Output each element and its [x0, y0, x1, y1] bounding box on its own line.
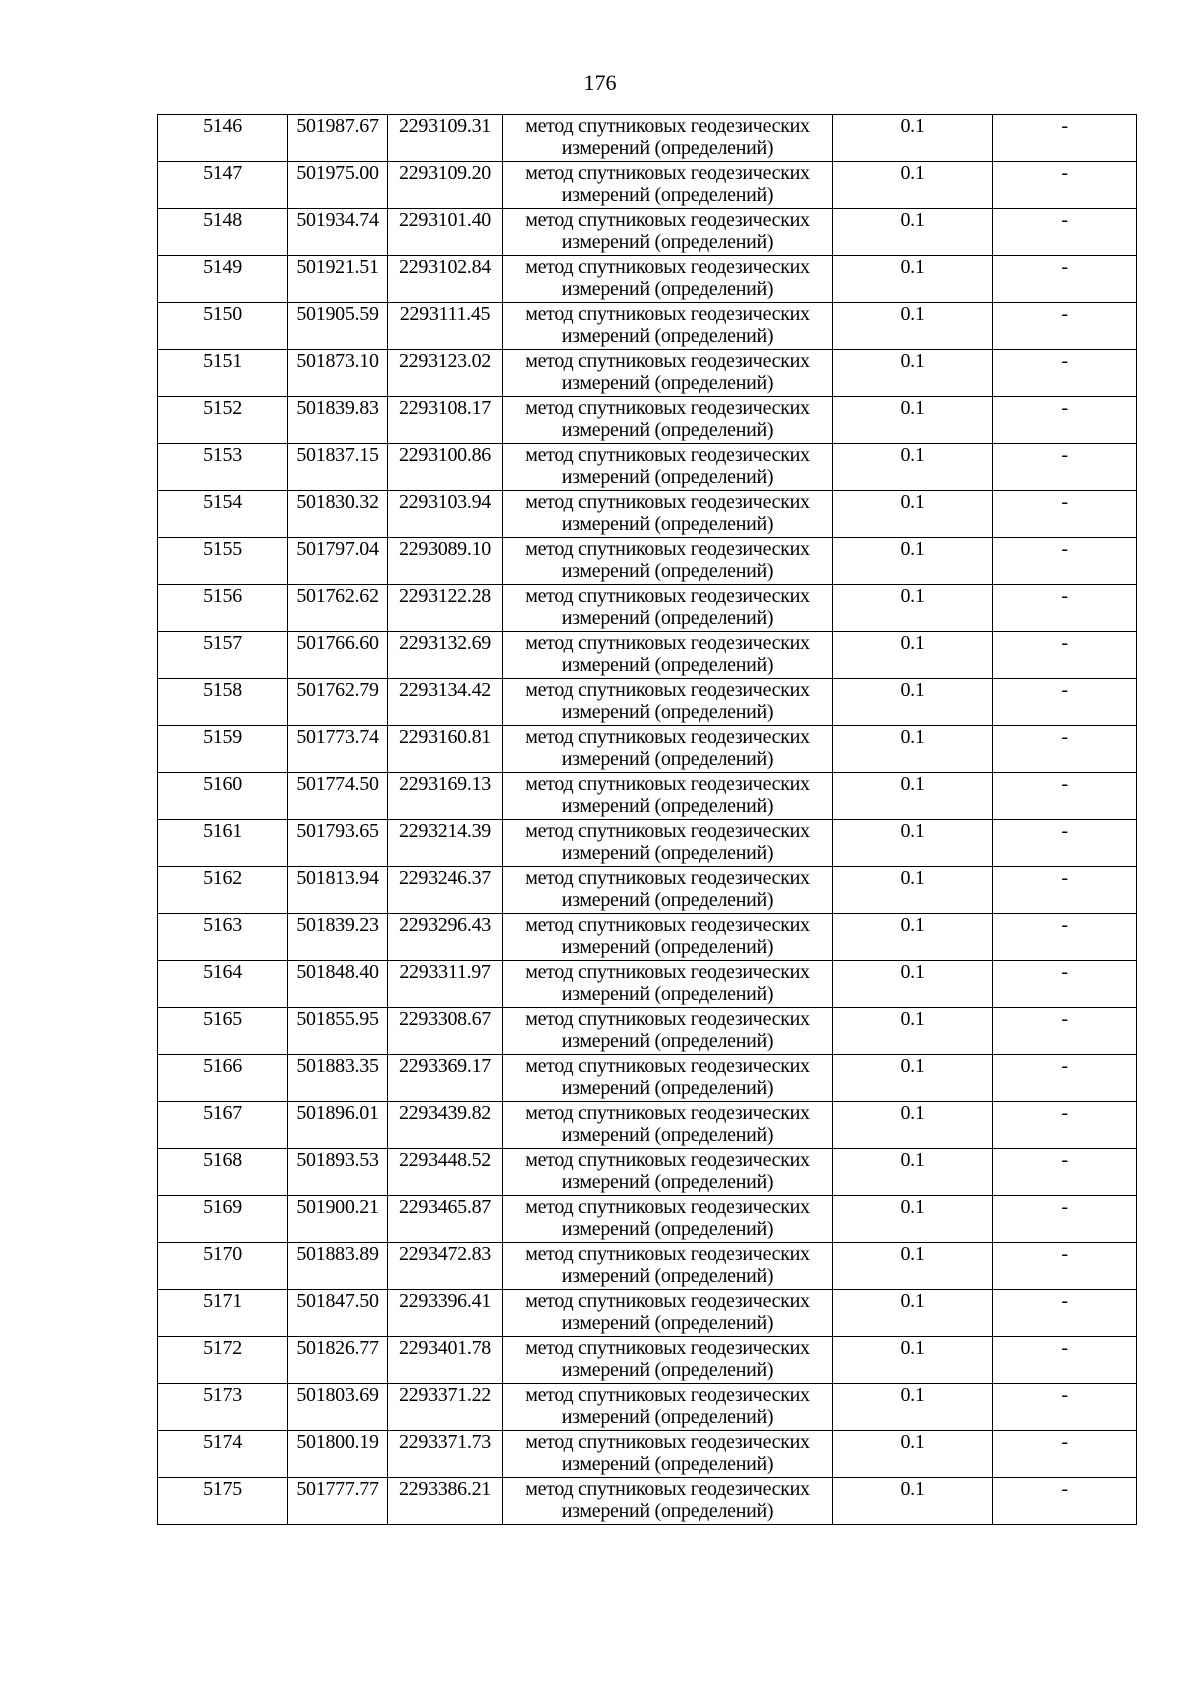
y-coordinate-cell: 2293109.31: [388, 115, 503, 162]
note-cell: -: [993, 1290, 1137, 1337]
note-cell: -: [993, 1149, 1137, 1196]
x-coordinate-cell: 501774.50: [288, 773, 388, 820]
point-number-cell: 5166: [158, 1055, 288, 1102]
method-cell: метод спутниковых геодезических измерений (определений): [503, 1008, 833, 1055]
y-coordinate-cell: 2293132.69: [388, 632, 503, 679]
accuracy-cell: 0.1: [833, 256, 993, 303]
y-coordinate-cell: 2293308.67: [388, 1008, 503, 1055]
method-cell: метод спутниковых геодезических измерений (определений): [503, 1243, 833, 1290]
y-coordinate-cell: 2293108.17: [388, 397, 503, 444]
y-coordinate-cell: 2293369.17: [388, 1055, 503, 1102]
accuracy-cell: 0.1: [833, 679, 993, 726]
accuracy-cell: 0.1: [833, 914, 993, 961]
table-row: [158, 350, 1137, 397]
point-number-cell: 5168: [158, 1149, 288, 1196]
accuracy-cell: 0.1: [833, 585, 993, 632]
method-cell: метод спутниковых геодезических измерений (определений): [503, 444, 833, 491]
table-row: [158, 1055, 1137, 1102]
method-cell: метод спутниковых геодезических измерений (определений): [503, 585, 833, 632]
point-number-cell: 5149: [158, 256, 288, 303]
table-row: [158, 914, 1137, 961]
accuracy-cell: 0.1: [833, 867, 993, 914]
method-cell: метод спутниковых геодезических измерений (определений): [503, 1196, 833, 1243]
table-row: [158, 820, 1137, 867]
y-coordinate-cell: 2293102.84: [388, 256, 503, 303]
table-row: [158, 726, 1137, 773]
y-coordinate-cell: 2293401.78: [388, 1337, 503, 1384]
y-coordinate-cell: 2293101.40: [388, 209, 503, 256]
y-coordinate-cell: 2293109.20: [388, 162, 503, 209]
note-cell: -: [993, 914, 1137, 961]
point-number-cell: 5159: [158, 726, 288, 773]
method-cell: метод спутниковых геодезических измерений (определений): [503, 867, 833, 914]
accuracy-cell: 0.1: [833, 1149, 993, 1196]
accuracy-cell: 0.1: [833, 1055, 993, 1102]
point-number-cell: 5163: [158, 914, 288, 961]
table-row: [158, 1102, 1137, 1149]
point-number-cell: 5160: [158, 773, 288, 820]
table-row: [158, 162, 1137, 209]
y-coordinate-cell: 2293134.42: [388, 679, 503, 726]
x-coordinate-cell: 501800.19: [288, 1431, 388, 1478]
y-coordinate-cell: 2293386.21: [388, 1478, 503, 1525]
y-coordinate-cell: 2293122.28: [388, 585, 503, 632]
y-coordinate-cell: 2293371.73: [388, 1431, 503, 1478]
table-row: [158, 256, 1137, 303]
method-cell: метод спутниковых геодезических измерений (определений): [503, 397, 833, 444]
note-cell: -: [993, 1384, 1137, 1431]
table-row: [158, 773, 1137, 820]
accuracy-cell: 0.1: [833, 209, 993, 256]
x-coordinate-cell: 501921.51: [288, 256, 388, 303]
x-coordinate-cell: 501855.95: [288, 1008, 388, 1055]
y-coordinate-cell: 2293296.43: [388, 914, 503, 961]
method-cell: метод спутниковых геодезических измерений (определений): [503, 1431, 833, 1478]
point-number-cell: 5164: [158, 961, 288, 1008]
y-coordinate-cell: 2293160.81: [388, 726, 503, 773]
y-coordinate-cell: 2293472.83: [388, 1243, 503, 1290]
note-cell: -: [993, 115, 1137, 162]
x-coordinate-cell: 501793.65: [288, 820, 388, 867]
y-coordinate-cell: 2293123.02: [388, 350, 503, 397]
x-coordinate-cell: 501934.74: [288, 209, 388, 256]
method-cell: метод спутниковых геодезических измерений (определений): [503, 1055, 833, 1102]
accuracy-cell: 0.1: [833, 961, 993, 1008]
table-row: [158, 397, 1137, 444]
accuracy-cell: 0.1: [833, 162, 993, 209]
accuracy-cell: 0.1: [833, 491, 993, 538]
table-row: [158, 867, 1137, 914]
note-cell: -: [993, 1243, 1137, 1290]
method-cell: метод спутниковых геодезических измерений (определений): [503, 679, 833, 726]
x-coordinate-cell: 501762.62: [288, 585, 388, 632]
coordinates-table: [157, 114, 1137, 1525]
method-cell: метод спутниковых геодезических измерений (определений): [503, 726, 833, 773]
x-coordinate-cell: 501896.01: [288, 1102, 388, 1149]
method-cell: метод спутниковых геодезических измерений (определений): [503, 303, 833, 350]
x-coordinate-cell: 501839.23: [288, 914, 388, 961]
y-coordinate-cell: 2293169.13: [388, 773, 503, 820]
accuracy-cell: 0.1: [833, 632, 993, 679]
point-number-cell: 5152: [158, 397, 288, 444]
x-coordinate-cell: 501766.60: [288, 632, 388, 679]
note-cell: -: [993, 303, 1137, 350]
table-row: [158, 1290, 1137, 1337]
note-cell: -: [993, 961, 1137, 1008]
accuracy-cell: 0.1: [833, 1431, 993, 1478]
y-coordinate-cell: 2293371.22: [388, 1384, 503, 1431]
table-row: [158, 1196, 1137, 1243]
note-cell: -: [993, 820, 1137, 867]
x-coordinate-cell: 501987.67: [288, 115, 388, 162]
accuracy-cell: 0.1: [833, 1478, 993, 1525]
x-coordinate-cell: 501830.32: [288, 491, 388, 538]
point-number-cell: 5161: [158, 820, 288, 867]
accuracy-cell: 0.1: [833, 1196, 993, 1243]
note-cell: -: [993, 726, 1137, 773]
note-cell: -: [993, 1431, 1137, 1478]
point-number-cell: 5146: [158, 115, 288, 162]
y-coordinate-cell: 2293439.82: [388, 1102, 503, 1149]
method-cell: метод спутниковых геодезических измерений (определений): [503, 209, 833, 256]
x-coordinate-cell: 501777.77: [288, 1478, 388, 1525]
x-coordinate-cell: 501900.21: [288, 1196, 388, 1243]
x-coordinate-cell: 501773.74: [288, 726, 388, 773]
method-cell: метод спутниковых геодезических измерений (определений): [503, 1290, 833, 1337]
method-cell: метод спутниковых геодезических измерений (определений): [503, 1102, 833, 1149]
table-row: [158, 303, 1137, 350]
table-row: [158, 632, 1137, 679]
point-number-cell: 5158: [158, 679, 288, 726]
x-coordinate-cell: 501803.69: [288, 1384, 388, 1431]
note-cell: -: [993, 773, 1137, 820]
accuracy-cell: 0.1: [833, 350, 993, 397]
accuracy-cell: 0.1: [833, 773, 993, 820]
x-coordinate-cell: 501837.15: [288, 444, 388, 491]
note-cell: -: [993, 1196, 1137, 1243]
accuracy-cell: 0.1: [833, 1243, 993, 1290]
table-row: [158, 1243, 1137, 1290]
point-number-cell: 5165: [158, 1008, 288, 1055]
note-cell: -: [993, 256, 1137, 303]
note-cell: -: [993, 444, 1137, 491]
point-number-cell: 5175: [158, 1478, 288, 1525]
note-cell: -: [993, 162, 1137, 209]
method-cell: метод спутниковых геодезических измерений (определений): [503, 1337, 833, 1384]
table-row: [158, 585, 1137, 632]
point-number-cell: 5154: [158, 491, 288, 538]
note-cell: -: [993, 209, 1137, 256]
note-cell: -: [993, 1055, 1137, 1102]
method-cell: метод спутниковых геодезических измерений (определений): [503, 773, 833, 820]
accuracy-cell: 0.1: [833, 303, 993, 350]
x-coordinate-cell: 501873.10: [288, 350, 388, 397]
accuracy-cell: 0.1: [833, 397, 993, 444]
table-row: [158, 491, 1137, 538]
accuracy-cell: 0.1: [833, 1008, 993, 1055]
point-number-cell: 5162: [158, 867, 288, 914]
x-coordinate-cell: 501893.53: [288, 1149, 388, 1196]
note-cell: -: [993, 1478, 1137, 1525]
table-row: [158, 961, 1137, 1008]
y-coordinate-cell: 2293448.52: [388, 1149, 503, 1196]
point-number-cell: 5155: [158, 538, 288, 585]
point-number-cell: 5172: [158, 1337, 288, 1384]
method-cell: метод спутниковых геодезических измерений (определений): [503, 961, 833, 1008]
note-cell: -: [993, 397, 1137, 444]
x-coordinate-cell: 501797.04: [288, 538, 388, 585]
note-cell: -: [993, 350, 1137, 397]
point-number-cell: 5147: [158, 162, 288, 209]
point-number-cell: 5150: [158, 303, 288, 350]
method-cell: метод спутниковых геодезических измерений (определений): [503, 350, 833, 397]
y-coordinate-cell: 2293246.37: [388, 867, 503, 914]
point-number-cell: 5156: [158, 585, 288, 632]
table-row: [158, 1337, 1137, 1384]
method-cell: метод спутниковых геодезических измерений (определений): [503, 491, 833, 538]
point-number-cell: 5174: [158, 1431, 288, 1478]
accuracy-cell: 0.1: [833, 820, 993, 867]
table-row: [158, 1478, 1137, 1525]
y-coordinate-cell: 2293111.45: [388, 303, 503, 350]
table-row: [158, 444, 1137, 491]
method-cell: метод спутниковых геодезических измерений (определений): [503, 914, 833, 961]
point-number-cell: 5173: [158, 1384, 288, 1431]
accuracy-cell: 0.1: [833, 538, 993, 585]
table-row: [158, 115, 1137, 162]
x-coordinate-cell: 501847.50: [288, 1290, 388, 1337]
x-coordinate-cell: 501883.89: [288, 1243, 388, 1290]
table-row: [158, 209, 1137, 256]
y-coordinate-cell: 2293465.87: [388, 1196, 503, 1243]
table-row: [158, 1384, 1137, 1431]
coordinates-table-body: [158, 115, 1137, 1525]
method-cell: метод спутниковых геодезических измерений (определений): [503, 256, 833, 303]
note-cell: -: [993, 538, 1137, 585]
y-coordinate-cell: 2293100.86: [388, 444, 503, 491]
method-cell: метод спутниковых геодезических измерений (определений): [503, 1384, 833, 1431]
method-cell: метод спутниковых геодезических измерений (определений): [503, 115, 833, 162]
y-coordinate-cell: 2293214.39: [388, 820, 503, 867]
table-row: [158, 1149, 1137, 1196]
y-coordinate-cell: 2293396.41: [388, 1290, 503, 1337]
note-cell: -: [993, 867, 1137, 914]
x-coordinate-cell: 501826.77: [288, 1337, 388, 1384]
table-row: [158, 1431, 1137, 1478]
point-number-cell: 5151: [158, 350, 288, 397]
note-cell: -: [993, 491, 1137, 538]
note-cell: -: [993, 1008, 1137, 1055]
x-coordinate-cell: 501762.79: [288, 679, 388, 726]
table-row: [158, 538, 1137, 585]
method-cell: метод спутниковых геодезических измерений (определений): [503, 538, 833, 585]
y-coordinate-cell: 2293089.10: [388, 538, 503, 585]
accuracy-cell: 0.1: [833, 115, 993, 162]
y-coordinate-cell: 2293311.97: [388, 961, 503, 1008]
method-cell: метод спутниковых геодезических измерений (определений): [503, 820, 833, 867]
point-number-cell: 5148: [158, 209, 288, 256]
note-cell: -: [993, 585, 1137, 632]
point-number-cell: 5170: [158, 1243, 288, 1290]
point-number-cell: 5157: [158, 632, 288, 679]
point-number-cell: 5167: [158, 1102, 288, 1149]
page-number: 176: [583, 70, 617, 95]
table-row: [158, 1008, 1137, 1055]
point-number-cell: 5169: [158, 1196, 288, 1243]
accuracy-cell: 0.1: [833, 1102, 993, 1149]
x-coordinate-cell: 501975.00: [288, 162, 388, 209]
accuracy-cell: 0.1: [833, 726, 993, 773]
method-cell: метод спутниковых геодезических измерений (определений): [503, 162, 833, 209]
note-cell: -: [993, 1102, 1137, 1149]
method-cell: метод спутниковых геодезических измерений (определений): [503, 1149, 833, 1196]
table-row: [158, 679, 1137, 726]
method-cell: метод спутниковых геодезических измерений (определений): [503, 1478, 833, 1525]
accuracy-cell: 0.1: [833, 1384, 993, 1431]
method-cell: метод спутниковых геодезических измерений (определений): [503, 632, 833, 679]
x-coordinate-cell: 501839.83: [288, 397, 388, 444]
x-coordinate-cell: 501883.35: [288, 1055, 388, 1102]
x-coordinate-cell: 501848.40: [288, 961, 388, 1008]
point-number-cell: 5153: [158, 444, 288, 491]
y-coordinate-cell: 2293103.94: [388, 491, 503, 538]
note-cell: -: [993, 632, 1137, 679]
point-number-cell: 5171: [158, 1290, 288, 1337]
accuracy-cell: 0.1: [833, 444, 993, 491]
x-coordinate-cell: 501905.59: [288, 303, 388, 350]
accuracy-cell: 0.1: [833, 1290, 993, 1337]
note-cell: -: [993, 679, 1137, 726]
accuracy-cell: 0.1: [833, 1337, 993, 1384]
x-coordinate-cell: 501813.94: [288, 867, 388, 914]
note-cell: -: [993, 1337, 1137, 1384]
